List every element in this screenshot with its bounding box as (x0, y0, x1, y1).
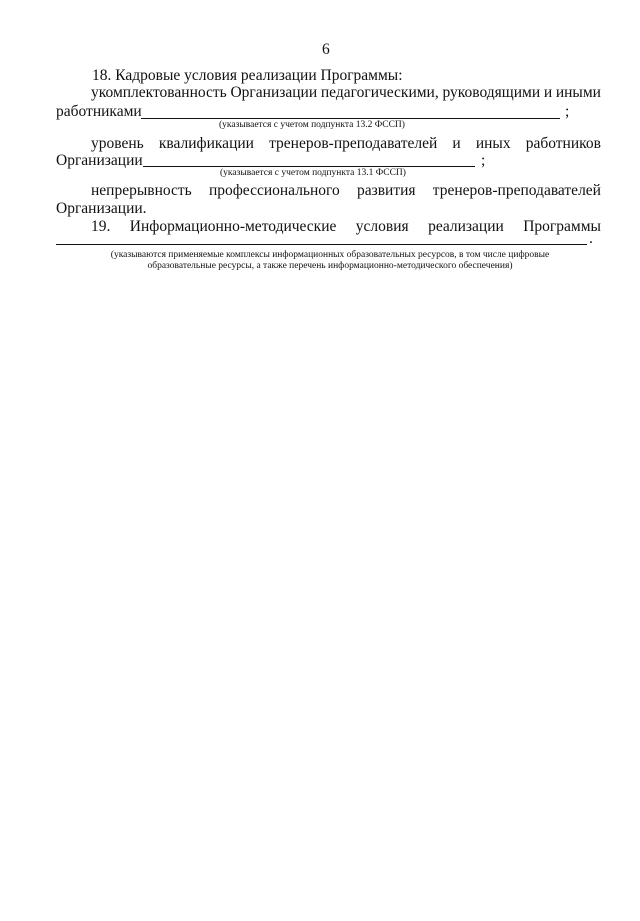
staffing-line-2-label: работниками (56, 103, 142, 120)
staffing-note: (указывается с учетом подпункта 13.2 ФССП) (219, 120, 405, 130)
qualification-line-2-label: Организации (56, 152, 143, 169)
page-number: 6 (322, 41, 330, 58)
continuity-line-1: непрерывность профессионального развития тренеров-преподавателей (91, 182, 601, 199)
item-19-period: . (589, 230, 593, 247)
qualification-line-1: уровень квалификации тренеров-преподавателей и иных работников (91, 135, 601, 152)
staffing-line-1: укомплектованность Организации педагогическими, руководящими и иными (91, 84, 601, 101)
item-19-note-line-2: образовательные ресурсы, а также перечень информационно-методического обеспечения) (147, 261, 513, 271)
item-18-heading: 18. Кадровые условия реализации Программы: (92, 67, 403, 84)
qualification-semicolon: ; (481, 152, 486, 169)
continuity-line-2: Организации. (56, 200, 147, 217)
staffing-semicolon: ; (565, 103, 570, 120)
qualification-fill-line (143, 166, 475, 167)
item-19-fill-line (56, 244, 587, 245)
item-19-note-line-1: (указываются применяемые комплексы информационных образовательных ресурсов, в том числе цифровые (110, 250, 550, 260)
staffing-fill-line (141, 118, 560, 119)
qualification-note: (указывается с учетом подпункта 13.1 ФССП) (220, 168, 406, 178)
item-19-line-1: 19. Информационно-методические условия реализации Программы (91, 218, 601, 235)
